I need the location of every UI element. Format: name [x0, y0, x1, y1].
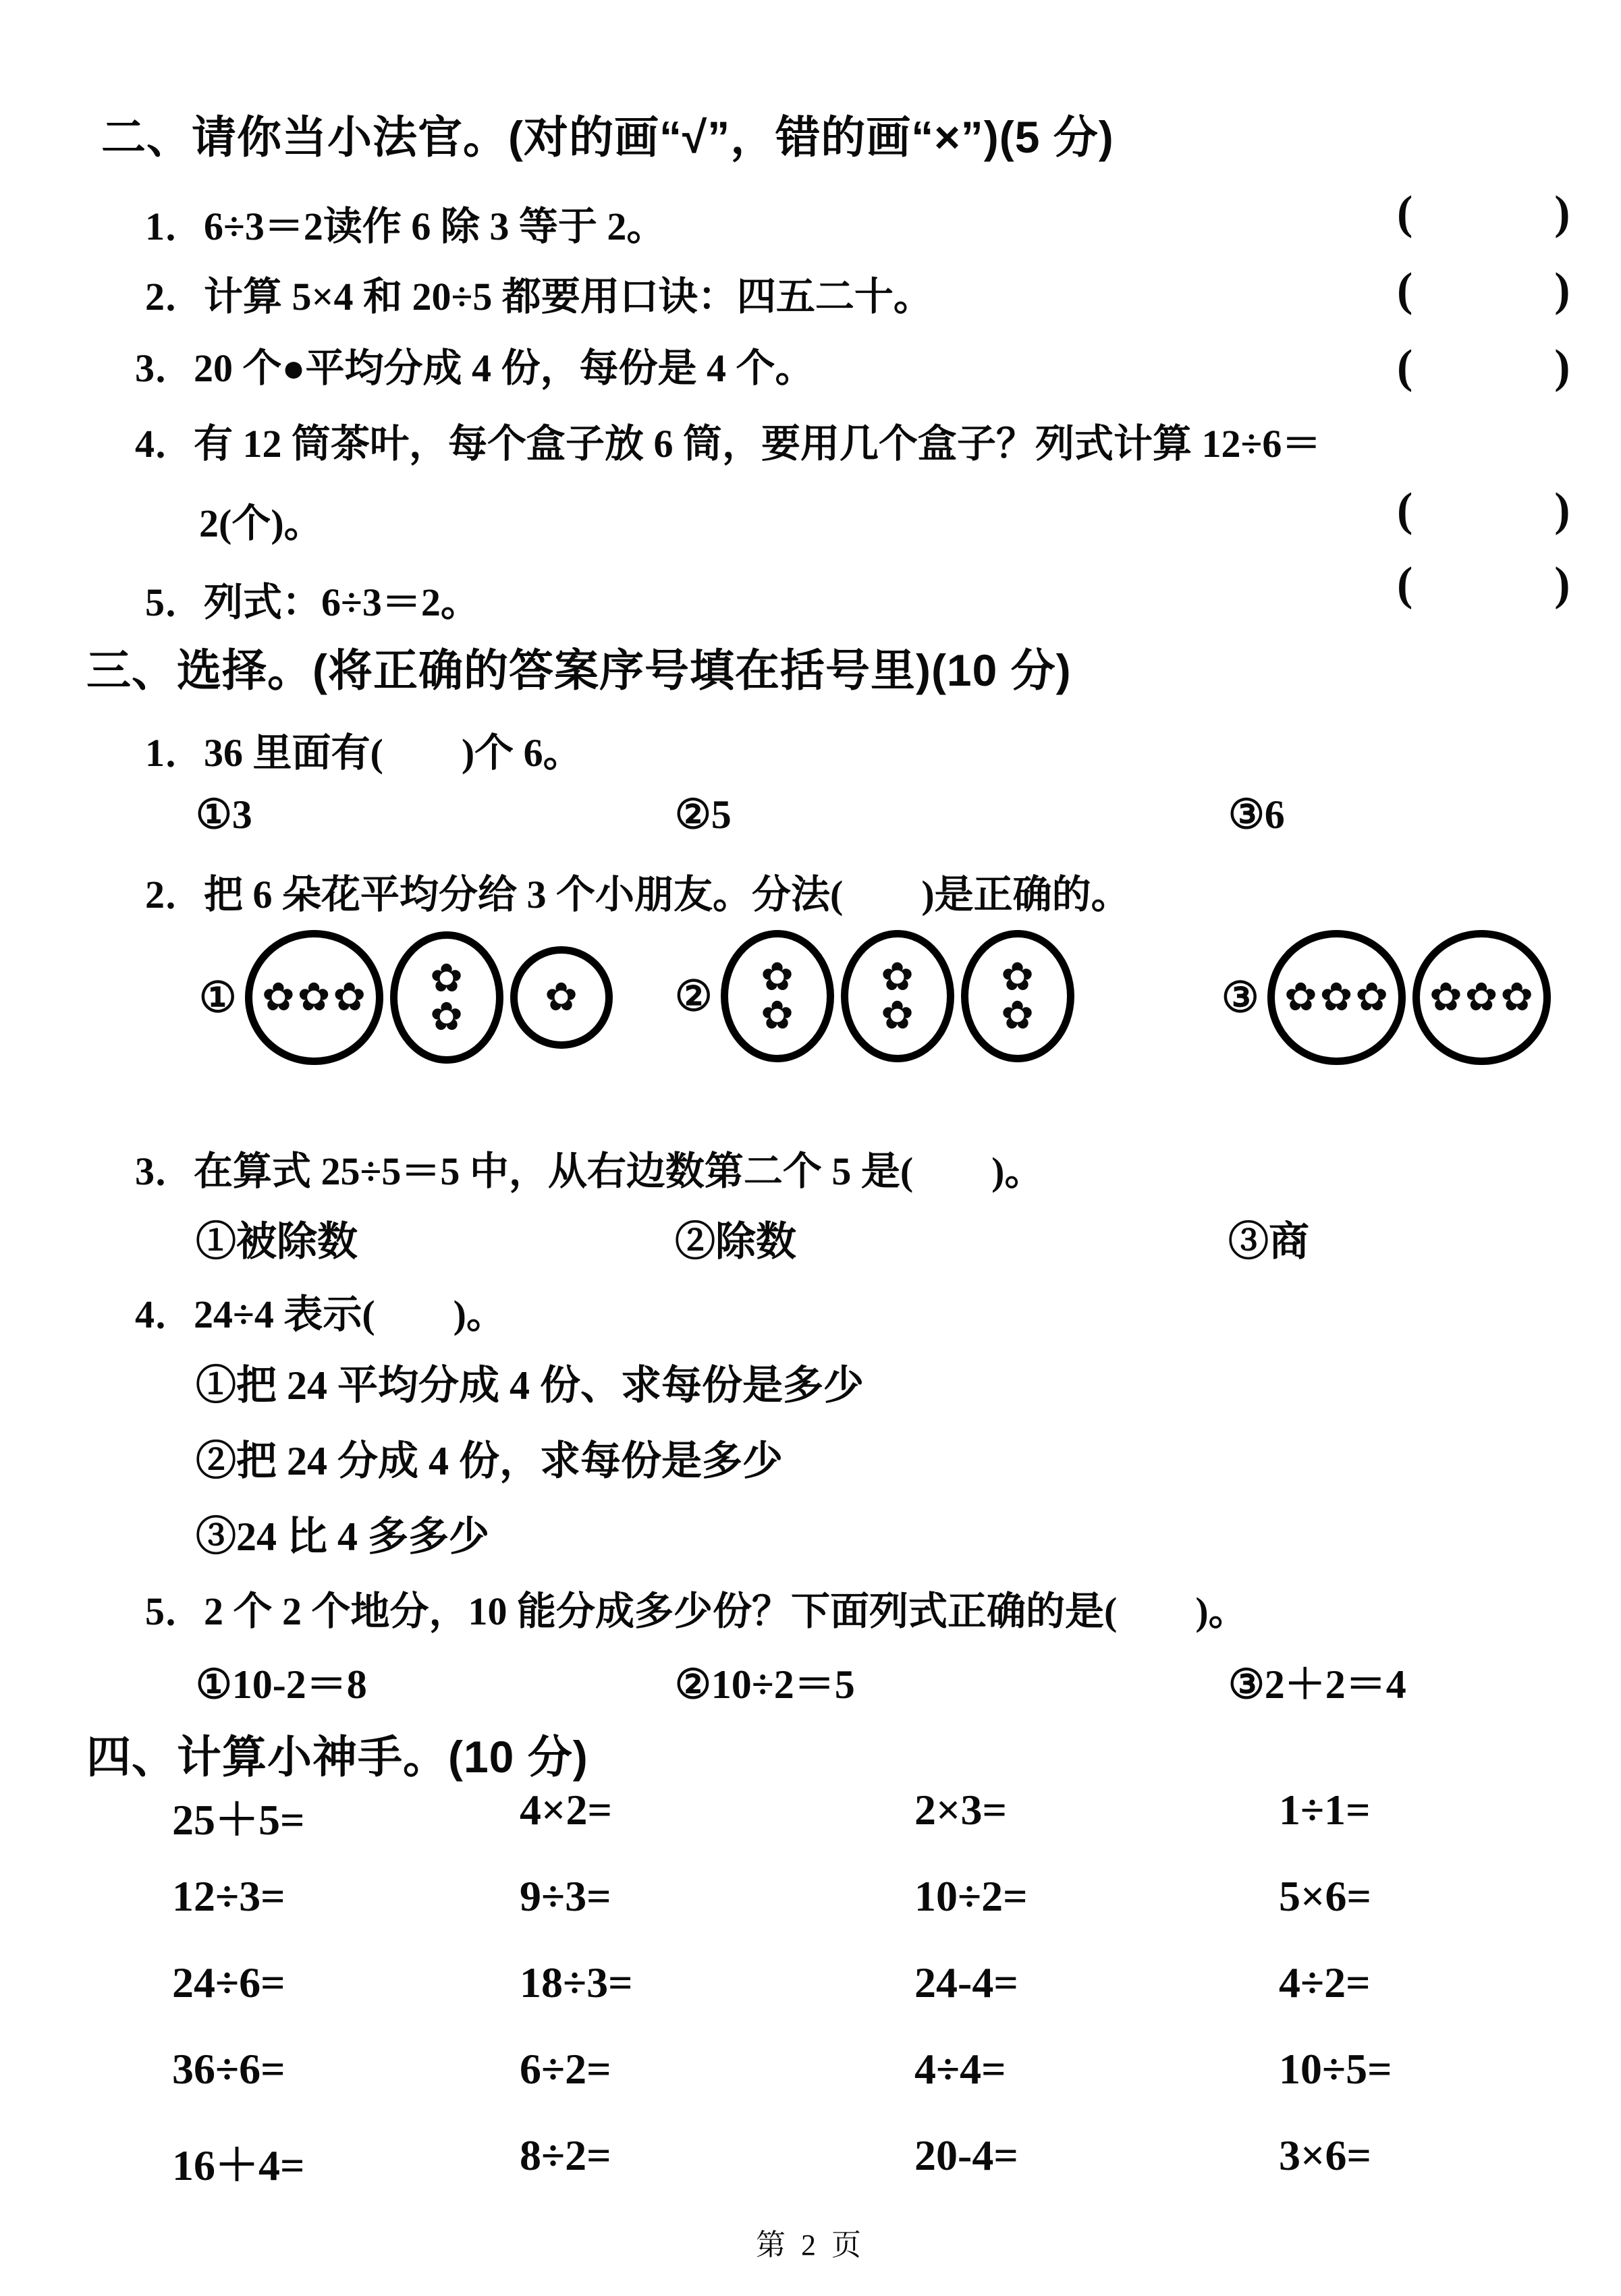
flower-icon: ✿	[881, 953, 914, 1000]
answer-parentheses: ( )	[1397, 558, 1570, 610]
flower-icon: ✿	[262, 974, 295, 1020]
answer-parentheses: ( )	[1397, 264, 1570, 316]
section3-q4: 4．24÷4 表示( )。	[135, 1292, 505, 1336]
q3-option-1: ①被除数	[196, 1220, 358, 1264]
calc-problem-r5c1: 16＋4=	[172, 2141, 305, 2189]
calc-problem-r5c3: 20-4=	[914, 2131, 1018, 2179]
flower-group-circle	[1267, 930, 1406, 1065]
calc-problem-r4c1: 36÷6=	[172, 2045, 285, 2093]
calc-problem-r2c4: 5×6=	[1279, 1872, 1371, 1920]
flower-icon: ✿	[333, 974, 366, 1020]
q2-option-1-picture	[199, 930, 613, 1065]
flower-group-circle	[841, 930, 954, 1062]
calc-problem-r2c3: 10÷2=	[914, 1872, 1028, 1920]
flower-icon: ✿	[1355, 974, 1388, 1020]
q1-option-3: ③6	[1228, 792, 1285, 837]
calc-problem-r3c3: 24-4=	[914, 1959, 1018, 2006]
q5-option-3: ③2＋2＝4	[1228, 1662, 1406, 1707]
q5-option-1: ①10-2＝8	[196, 1662, 367, 1707]
flower-icon: ✿	[1001, 953, 1034, 1000]
q2-option-2-picture	[675, 930, 1074, 1062]
flower-icon: ✿	[1464, 974, 1498, 1020]
flower-group-circle	[721, 930, 834, 1062]
calc-problem-r1c3: 2×3=	[914, 1786, 1007, 1834]
calc-grid	[172, 1785, 1589, 2217]
section2-title: 二、请你当小法官。(对的画“√”，错的画“×”)(5 分)	[101, 112, 1114, 162]
section3-q5: 5．2 个 2 个地分，10 能分成多少份？下面列式正确的是( )。	[145, 1589, 1248, 1633]
answer-parentheses: ( )	[1397, 187, 1570, 239]
calc-problem-r1c2: 4×2=	[520, 1786, 612, 1834]
flower-icon: ✿	[761, 953, 794, 1000]
flower-group-circle	[1412, 930, 1551, 1065]
section4-title: 四、计算小神手。(10 分)	[86, 1732, 588, 1782]
flower-icon: ✿	[1429, 974, 1462, 1020]
page-number: 第 2 页	[756, 2229, 865, 2262]
section3-q1: 1．36 里面有( )个 6。	[145, 731, 582, 775]
calc-problem-r1c4: 1÷1=	[1279, 1786, 1371, 1834]
calc-problem-r1c1: 25＋5=	[172, 1796, 305, 1844]
q3-option-3: ③商	[1228, 1220, 1309, 1264]
option-label: ③	[1221, 975, 1259, 1021]
calc-problem-r2c1: 12÷3=	[172, 1872, 285, 1920]
calc-problem-r5c2: 8÷2=	[520, 2131, 611, 2179]
flower-icon: ✿	[545, 974, 578, 1020]
flower-icon: ✿	[761, 992, 794, 1038]
flower-icon: ✿	[430, 993, 463, 1039]
flower-icon: ✿	[297, 974, 331, 1020]
section2-item-4-line1: 4．有 12 筒茶叶，每个盒子放 6 筒，要用几个盒子？列式计算 12÷6＝	[135, 422, 1321, 466]
flower-icon: ✿	[1001, 992, 1034, 1038]
q4-option-3: ③24 比 4 多多少	[196, 1514, 489, 1559]
flower-group-circle	[245, 930, 383, 1065]
option-label: ②	[675, 974, 713, 1020]
section2-item-3: 3．20 个●平均分成 4 份，每份是 4 个。	[135, 346, 815, 390]
flower-icon: ✿	[430, 954, 463, 1001]
q4-option-1: ①把 24 平均分成 4 份、求每份是多少	[196, 1363, 864, 1408]
q4-option-2: ②把 24 分成 4 份，求每份是多少	[196, 1439, 783, 1483]
section2-item-2: 2．计算 5×4 和 20÷5 都要用口诀：四五二十。	[145, 275, 933, 319]
flower-icon: ✿	[1319, 974, 1353, 1020]
section2-item-4-line2: 2(个)。	[199, 501, 323, 545]
q3-option-2: ②除数	[675, 1220, 796, 1264]
flower-icon: ✿	[881, 992, 914, 1038]
flower-group-circle	[390, 931, 503, 1064]
answer-parentheses: ( )	[1397, 484, 1570, 536]
section3-q2: 2．把 6 朵花平均分给 3 个小朋友。分法( )是正确的。	[145, 873, 1130, 917]
calc-problem-r4c2: 6÷2=	[520, 2045, 611, 2093]
flower-icon: ✿	[1500, 974, 1533, 1020]
section3-title: 三、选择。(将正确的答案序号填在括号里)(10 分)	[86, 645, 1072, 695]
section2-item-1: 1．6÷3＝2读作 6 除 3 等于 2。	[145, 204, 666, 248]
section2-item-5: 5．列式：6÷3＝2。	[145, 580, 480, 624]
calc-problem-r3c1: 24÷6=	[172, 1959, 285, 2006]
q5-option-2: ②10÷2＝5	[675, 1662, 855, 1707]
section3-q3: 3．在算式 25÷5＝5 中，从右边数第二个 5 是( )。	[135, 1149, 1044, 1193]
flower-icon: ✿	[1284, 974, 1317, 1020]
calc-problem-r3c4: 4÷2=	[1279, 1959, 1371, 2006]
flower-group-circle	[961, 930, 1074, 1062]
calc-problem-r4c3: 4÷4=	[914, 2045, 1006, 2093]
q1-option-1: ①3	[196, 792, 252, 837]
calc-problem-r4c4: 10÷5=	[1279, 2045, 1392, 2093]
q1-option-2: ②5	[675, 792, 732, 837]
calc-problem-r5c4: 3×6=	[1279, 2131, 1371, 2179]
answer-parentheses: ( )	[1397, 341, 1570, 393]
option-label: ①	[199, 975, 237, 1021]
flower-group-circle	[510, 946, 613, 1049]
calc-problem-r3c2: 18÷3=	[520, 1959, 633, 2006]
q2-option-3-picture	[1221, 930, 1551, 1065]
calc-problem-r2c2: 9÷3=	[520, 1872, 611, 1920]
